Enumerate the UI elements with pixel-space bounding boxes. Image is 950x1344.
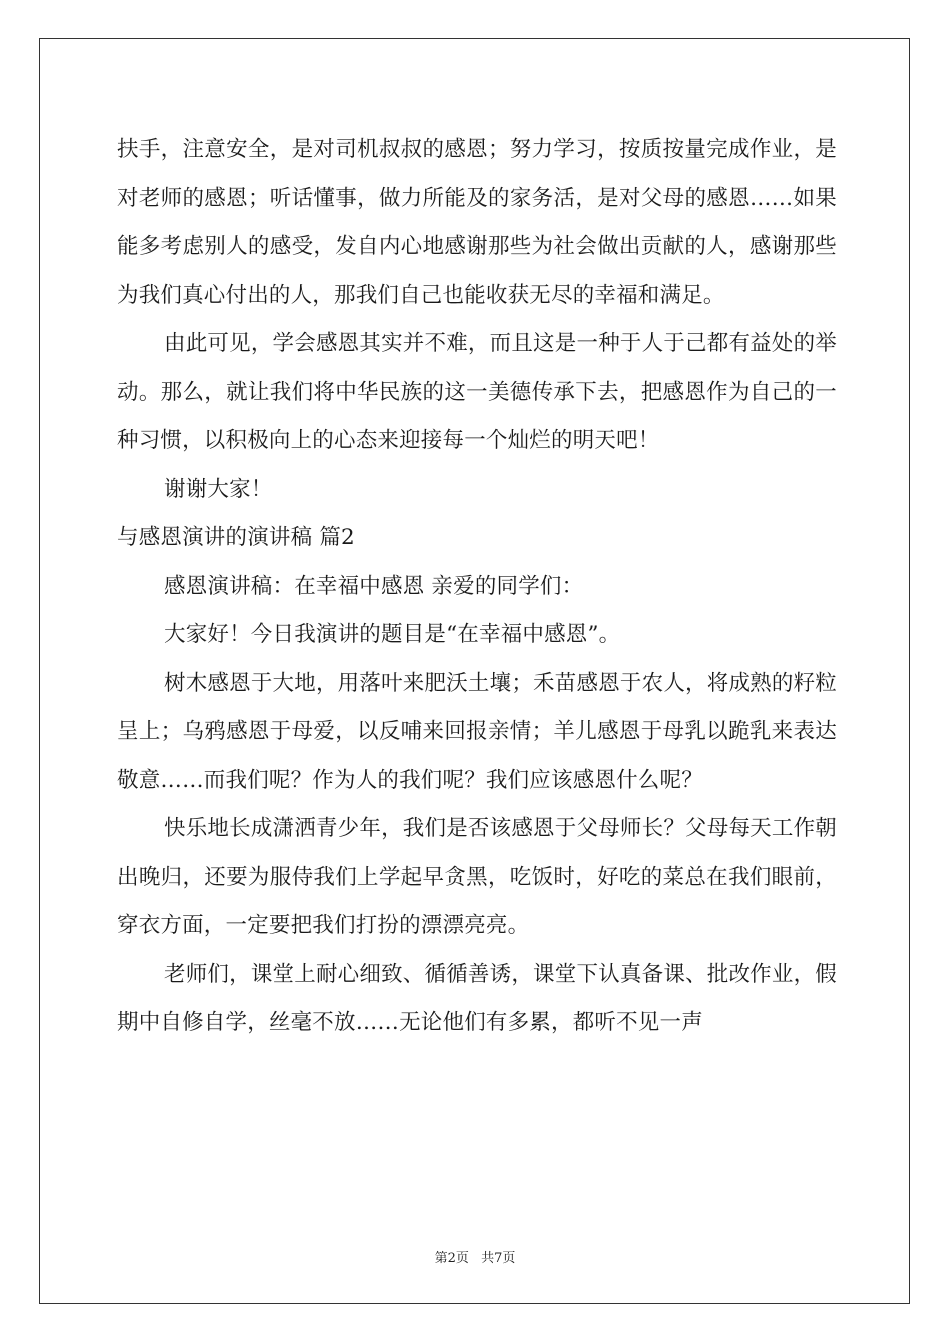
paragraph-5: 感恩演讲稿：在幸福中感恩 亲爱的同学们：: [164, 573, 584, 599]
paragraph-6: 大家好！今日我演讲的题目是“在幸福中感恩”。: [164, 622, 621, 647]
document-body: [117, 126, 837, 1048]
paragraph-2: 由此可见，学会感恩其实并不难，而且这是一种于人于己都有益处的举动。那么，就让我们将中华民族的这一美德传承下去，把感恩作为自己的一种习惯，以积极向上的心态来迎接每一个灿烂的明天吧！: [117, 331, 837, 453]
paragraph-3: 谢谢大家！: [164, 476, 273, 502]
total-pages-label: 共7页: [481, 1251, 516, 1266]
paragraph-8: 快乐地长成潇洒青少年，我们是否该感恩于父母师长？父母每天工作朝出晚归，还要为服侍我们上学起早贪黑，吃饭时，好吃的菜总在我们眼前，穿衣方面，一定要把我们打扮的漂漂亮亮。: [117, 816, 837, 938]
page-footer: [0, 1247, 950, 1266]
paragraph-7: 树木感恩于大地，用落叶来肥沃土壤；禾苗感恩于农人，将成熟的籽粒呈上；乌鸦感恩于母爱，以反哺来回报亲情；羊儿感恩于母乳以跪乳来表达敬意……而我们呢？作为人的我们呢？我们应该感恩什么呢？: [117, 670, 837, 793]
section-heading: 与感恩演讲的演讲稿 篇2: [117, 525, 355, 550]
paragraph-1: 扶手，注意安全，是对司机叔叔的感恩；努力学习，按质按量完成作业，是对老师的感恩；听话懂事，做力所能及的家务活，是对父母的感恩……如果能多考虑别人的感受，发自内心地感谢那些为社会做出贡献的人，感谢那些为我们真心付出的人，那我们自己也能收获无尽的幸福和满足。: [117, 137, 837, 308]
paragraph-9: 老师们，课堂上耐心细致、循循善诱，课堂下认真备课、批改作业，假期中自修自学，丝毫不放……无论他们有多累，都听不见一声: [117, 961, 837, 1035]
current-page-label: 第2页: [434, 1251, 469, 1266]
